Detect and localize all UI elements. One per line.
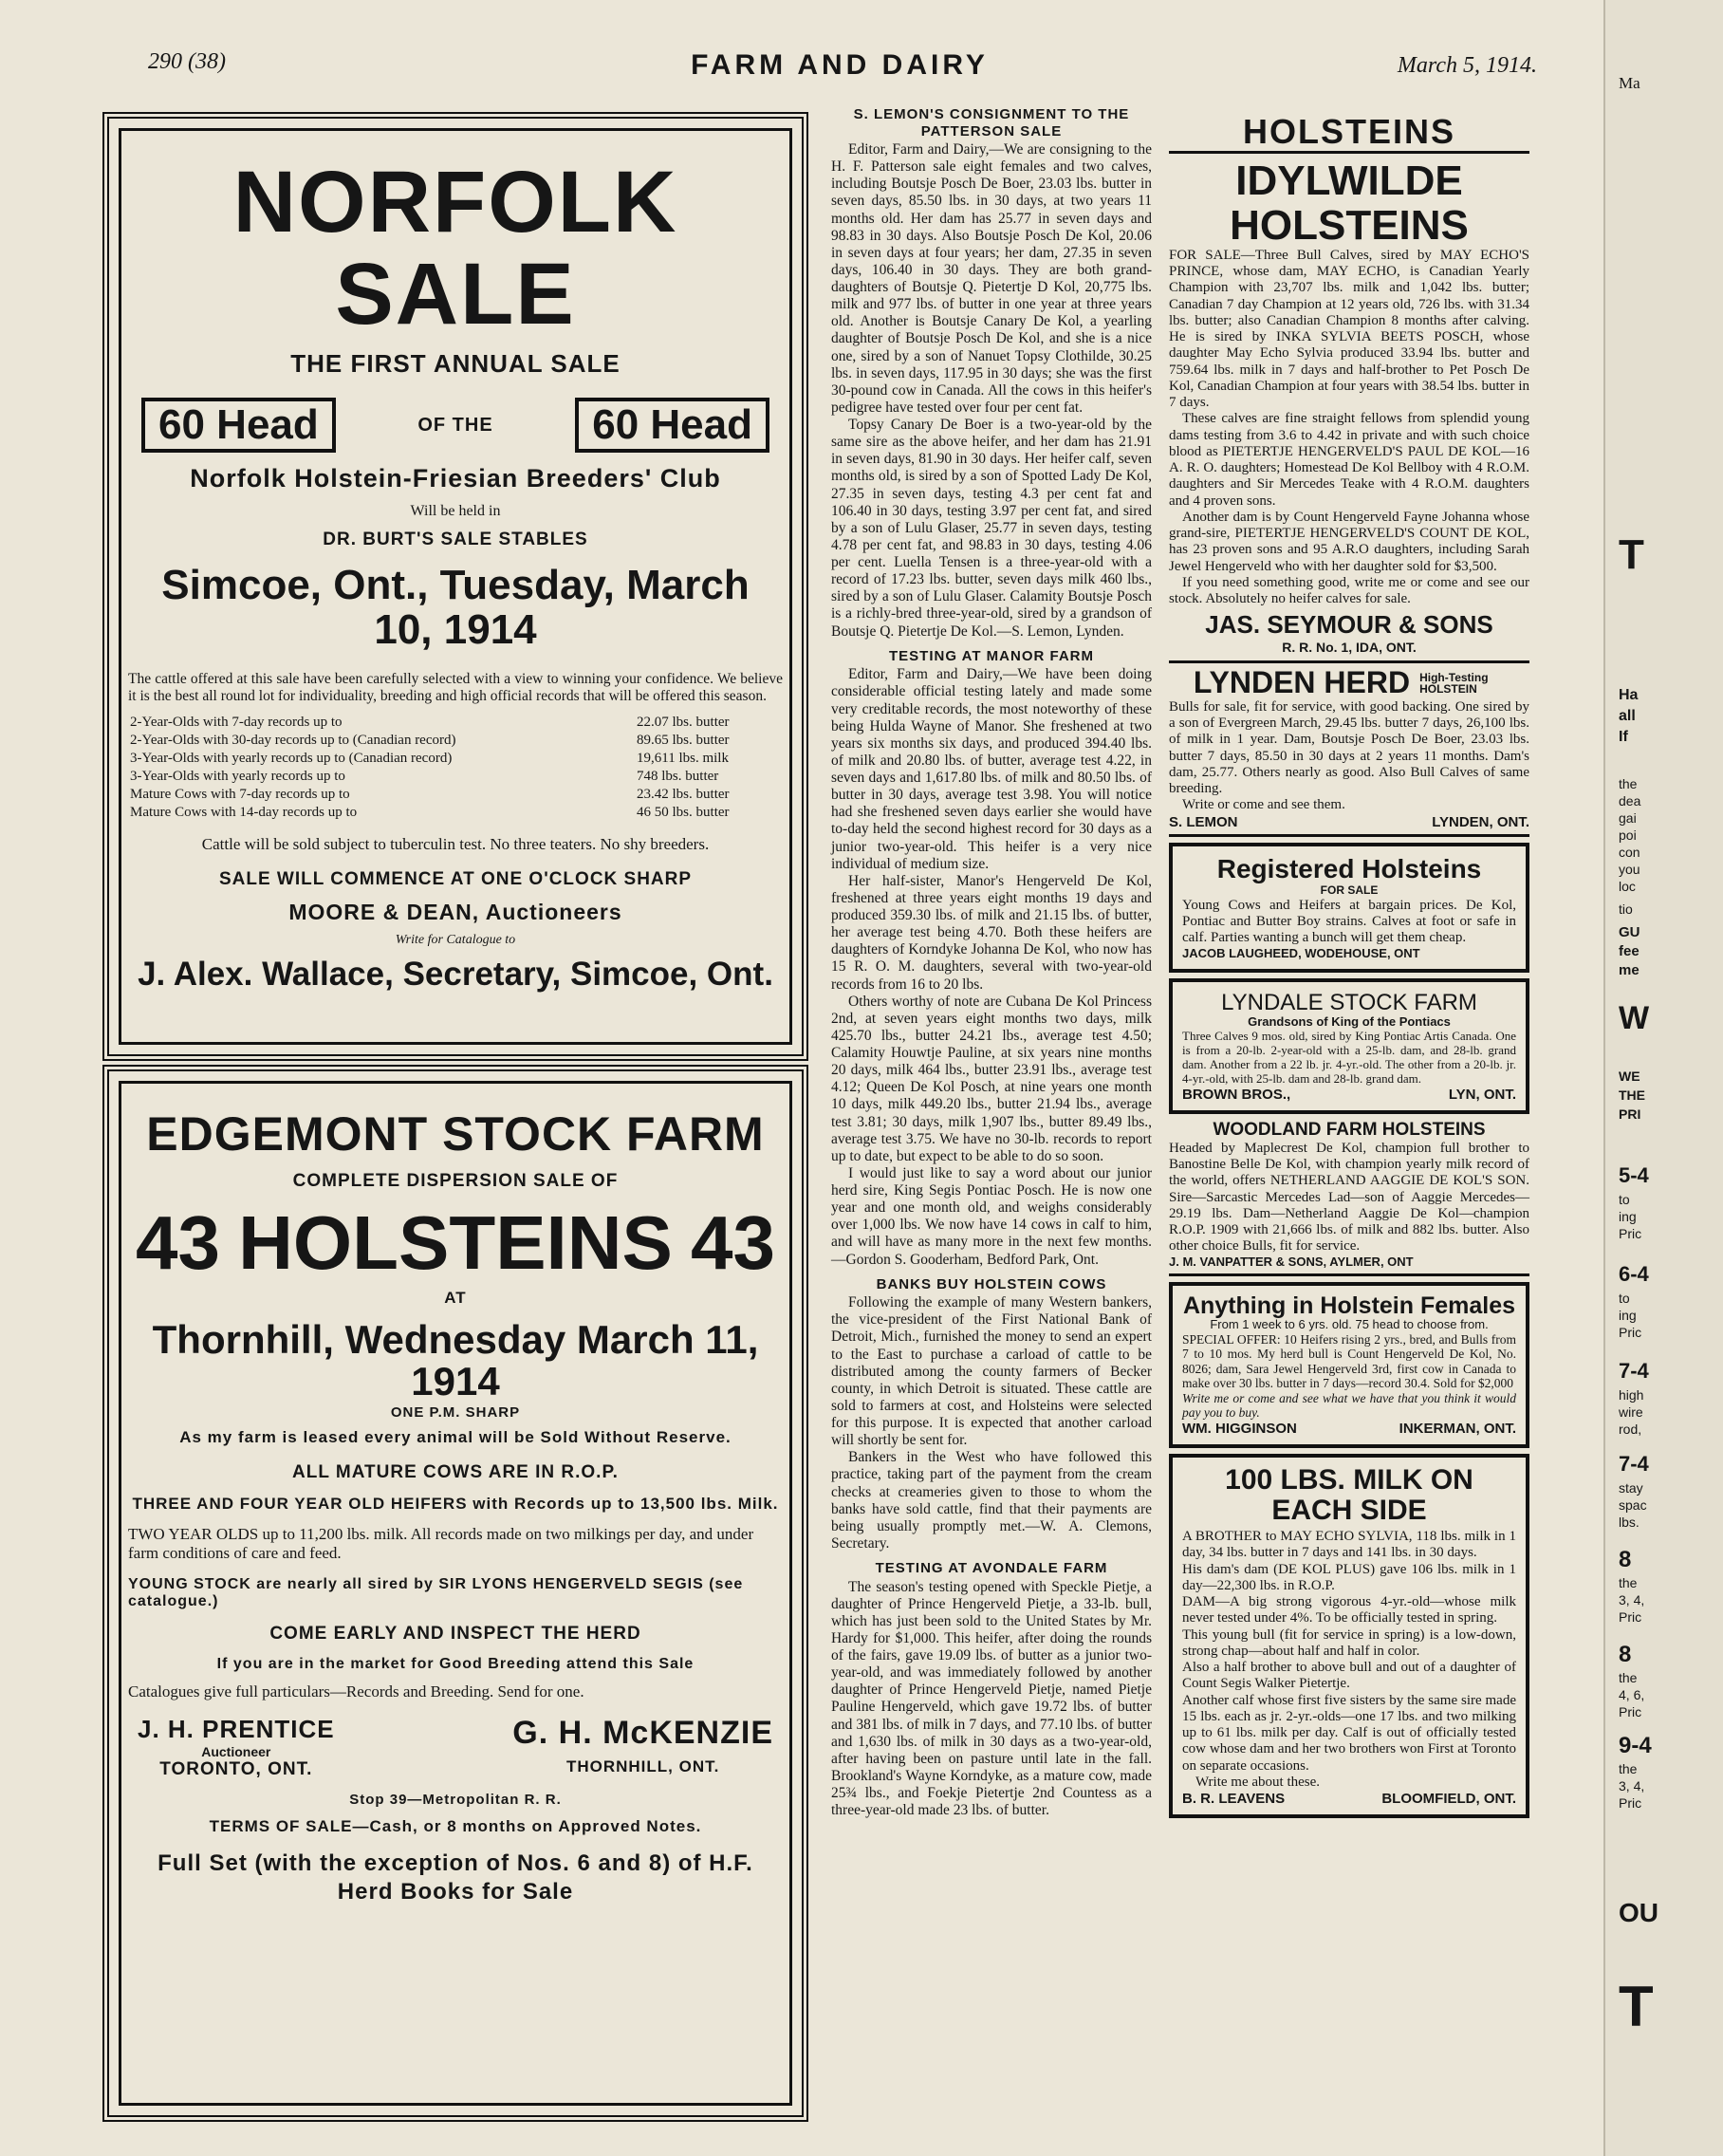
page-number: 290 (38) [148, 49, 226, 74]
record-row: 2-Year-Olds with 7-day records up to 22.07 lbs. butter [130, 714, 730, 730]
edge-fragment: high [1619, 1387, 1644, 1403]
idylwilde-text: If you need something good, write me or come and see our stock. Absolutely no heifer calves for sale. [1169, 574, 1529, 607]
lyndale-text: Three Calves 9 mos. old, sired by King Pontiac Artis Canada. One is from a 20-lb. 2-year-old with a 25-lb. dam, and 28-lb. grand dam. Another from a 22 lb. jr. 4-yr.-old. The other from a 20-lb. jr. 4-yr.-old, with 25-lb. dam and 28-lb. grand dam. [1182, 1029, 1516, 1086]
leased-note: As my farm is leased every animal will be Sold Without Reserve. [179, 1427, 732, 1446]
seymour-address: R. R. No. 1, IDA, ONT. [1282, 640, 1417, 656]
holsteins-banner: HOLSTEINS [1169, 112, 1529, 154]
edge-fragment: rod, [1619, 1422, 1642, 1437]
breeders-club: Norfolk Holstein-Friesian Breeders' Club [190, 464, 721, 493]
edgemont-title: EDGEMONT STOCK FARM [146, 1107, 765, 1161]
article-headline: BANKS BUY HOLSTEIN COWS [876, 1275, 1107, 1292]
leavens-title: 100 LBS. MILK ON EACH SIDE [1225, 1464, 1473, 1526]
two-year-note: TWO YEAR OLDS up to 11,200 lbs. milk. All records made on two milkings per day, and under farm conditions of care and feed. [128, 1524, 754, 1562]
edge-fragment: to [1619, 1291, 1630, 1306]
masthead-title: FARM AND DAIRY [691, 49, 989, 81]
leavens-write: Write me about these. [1195, 1774, 1321, 1790]
lynden-herd-ad [1169, 660, 1529, 837]
article-paragraph: Editor, Farm and Dairy,—We have been doing considerable official testing lately and made some very creditable records, the most noteworthy of these being Hulda Wayne of Manor. She freshened at two years six months six days, and produced 394.40 lbs. of milk and 20.80 lbs. of butter, average test 4.22, in seven days and 1,617.80 lbs. of milk and 80.50 lbs. of butter in 30 days, average test 3.98. You will notice had she freshened seven days earlier she would have to-day held the second highest record for 30 days as a junior two-year-old. This heifer is a very nice individual of medium size. [831, 666, 1152, 872]
article-paragraph: Topsy Canary De Boer is a two-year-old by the same sire as the above heifer, and her dam has 21.91 in seven days, 81.90 in 30 days. Her heifer calf, seven months old, is sired by a son of Spotted Lady De Kol, 27.35 in seven days, testing 4.3 per cent fat and 106.40 in 30 days, testing 3.97 per cent fat, and sired by a son of Lulu Glaser, 25.77 in seven days, testing 4.78 per cent fat, and 98.83 in 30 days, testing 4.06 per cent. Luella Tensen is a three-year-old with a record of 17.23 lbs. butter, seven days milk 460 lbs., sired by a son of Lulu Glaser. Calamity Boutsje Posch is a richly-bred three-year-old, sired by a grandson of Boutsje Q. Pietertje De Kol.—S. Lemon, Lynden. [831, 417, 1152, 640]
article-paragraph: Her half-sister, Manor's Hengerveld De Kol, freshened at three years eight months 19 days and produced 359.30 lbs. of milk and 21.15 lbs. of butter, her average test being 4.70. Both these heifers are daughters of Korndyke Johanna De Kol, who now has 15 R. O. M. daughters, several with two-year-old records from 16 to 20 lbs. [831, 872, 1152, 993]
edge-fragment: wire [1619, 1404, 1643, 1420]
edge-fragment: 7-4 [1619, 1359, 1649, 1383]
leavens-text: A BROTHER to MAY ECHO SYLVIA, 118 lbs. milk in 1 day, 34 lbs. butter in 7 days and 141 lbs. in 30 days. [1182, 1529, 1516, 1561]
edge-fragment: 8 [1619, 1547, 1632, 1572]
rop-note: ALL MATURE COWS ARE IN R.O.P. [292, 1461, 619, 1482]
leavens-signature: B. R. LEAVENS BLOOMFIELD, ONT. [1182, 1791, 1516, 1808]
edge-fragment: spac [1619, 1497, 1647, 1513]
registered-holsteins-ad [1169, 843, 1529, 973]
sale-stables: DR. BURT'S SALE STABLES [323, 530, 588, 550]
edge-fragment: Pric [1619, 1795, 1642, 1811]
edge-fragment: 4, 6, [1619, 1687, 1645, 1702]
edge-fragment: 9-4 [1619, 1733, 1652, 1758]
heifers-note: THREE AND FOUR YEAR OLD HEIFERS with Records up to 13,500 lbs. Milk. [132, 1494, 779, 1513]
leavens-text: Also a half brother to above bull and out of a daughter of Count Segis Walker Pietertje. [1182, 1660, 1516, 1692]
at-label: AT [444, 1288, 467, 1307]
records-table [128, 714, 783, 822]
edge-fragment: 5-4 [1619, 1163, 1649, 1187]
norfolk-intro: The cattle offered at this sale have been carefully selected with a view to winning your confidence. We believe it is the best all round lot for individuality, breeding and high official records that will be offered this season. [128, 670, 783, 705]
article-headline: TESTING AT MANOR FARM [889, 647, 1094, 664]
owner-name: G. H. McKENZIE [512, 1714, 773, 1751]
article-paragraph: Following the example of many Western bankers, the vice-president of the First National Bank of Detroit, Mich., furnished the money to send an expert to the East to purchase a carload of cattle to be distributed among the county farmers of Becker county, in which Detroit is situated. These cattle are sold to farmers at cost, and Holsteins were selected for this purpose. It is expected that another carload will shortly be sent for. [831, 1294, 1152, 1449]
edge-fragment: the [1619, 1575, 1638, 1590]
edge-fragment: Pric [1619, 1226, 1642, 1241]
edge-fragment: you [1619, 862, 1640, 877]
lynden-tagline: High-Testing HOLSTEIN [1419, 671, 1489, 697]
leavens-text: His dam's dam (DE KOL PLUS) gave 106 lbs. milk in 1 day—22,300 lbs. in R.O.P. [1182, 1561, 1516, 1593]
stop-note: Stop 39—Metropolitan R. R. [349, 1791, 562, 1808]
lyndale-ad [1169, 978, 1529, 1115]
page-header [142, 49, 1537, 87]
edge-fragment: me [1619, 962, 1640, 978]
article-paragraph: Editor, Farm and Dairy,—We are consigning to the H. F. Patterson sale eight females and two calves, including Boutsje Posch De Boer, 23.03 lbs. butter in seven days, 85.50 lbs. in 30 days, at two years 11 months old. Her dam has 25.77 in seven days and 98.83 in 30 days. Also Boutsje Posch De Kol, 20.06 in seven days at four years; her dam, 27.35 in seven days, 106.40 in 30 days. They are both grand-daughters of Boutsje Q. Pietertje D Kol, 20,775 lbs. milk and 977 lbs. of butter in one year at three years old. Another is Boutsje Canary De Kol, a yearling daughter of Boutsje Posch De Kol, and she is a nice one, sired by a son of Nanuet Topsy Clothilde, 30.25 lbs. in seven days, 117.95 in 30 days; she was the first 30-pound cow in Canada. All the cows in this heifer's pedigree have tested over four per cent fat. [831, 141, 1152, 416]
issue-date: March 5, 1914. [1397, 53, 1537, 78]
registered-title: Registered Holsteins [1216, 853, 1482, 883]
news-article [831, 1276, 1152, 1552]
auctioneer-label: Auctioneer [201, 1743, 271, 1759]
norfolk-sale-ad [102, 112, 808, 1061]
lynden-title: LYNDEN HERD [1193, 665, 1411, 700]
news-article [831, 648, 1152, 1269]
edge-fragment: poi [1619, 827, 1637, 843]
leavens-text: DAM—A big strong vigorous 4-yr.-old—whose milk never tested under 4%. To be officially tested in spring. [1182, 1594, 1516, 1626]
norfolk-title: NORFOLK SALE [232, 154, 678, 343]
woodland-title: WOODLAND FARM HOLSTEINS [1213, 1120, 1486, 1141]
edge-fragment: ing [1619, 1308, 1637, 1323]
edge-fragment: Pric [1619, 1609, 1642, 1625]
classified-column [1169, 112, 1529, 1824]
edge-fragment: WE [1619, 1069, 1640, 1084]
higginson-ad [1169, 1282, 1529, 1449]
come-early-note: COME EARLY AND INSPECT THE HERD [269, 1623, 641, 1644]
of-the-label: OF THE [417, 414, 493, 436]
cattle-note: Cattle will be sold subject to tuberculin test. No three teaters. No shy breeders. [201, 834, 710, 853]
auctioneers: MOORE & DEAN, Auctioneers [288, 899, 622, 924]
edge-fragment: 6-4 [1619, 1262, 1649, 1286]
edge-fragment: to [1619, 1192, 1630, 1207]
catalogues-note: Catalogues give full particulars—Records and Breeding. Send for one. [128, 1682, 584, 1701]
edge-fragment: THE [1619, 1087, 1645, 1103]
norfolk-secretary: J. Alex. Wallace, Secretary, Simcoe, Ont. [138, 955, 773, 993]
news-column [831, 106, 1152, 1819]
article-paragraph: I would just like to say a word about our junior herd sire, King Segis Pontiac Posch. He is now one year and one month old, and weighs considerably over 1,000 lbs. We now have 14 cows in calf to him, and will have as many more in the next few months.—Gordon S. Gooderham, Bedford Park, Ont. [831, 1164, 1152, 1268]
news-article [831, 1560, 1152, 1819]
edge-fragment: con [1619, 845, 1640, 860]
lyndale-sub: Grandsons of King of the Pontiacs [1248, 1014, 1451, 1030]
head-count-right: 43 [691, 1199, 775, 1285]
herd-books-note: Full Set (with the exception of Nos. 6 and 8) of H.F. Herd Books for Sale [157, 1849, 753, 1905]
news-article [831, 106, 1152, 641]
edge-fragment: Pric [1619, 1704, 1642, 1719]
auctioneer-name: J. H. PRENTICE [138, 1714, 335, 1743]
idylwilde-text: These calves are fine straight fellows from splendid young dams testing from 3.6 to 4.42 in private and with such choice blood as PIETERTJE HENGERVELD'S PAUL DE KOL—16 A. R. O. daughters; Homestead De Kol Bellboy with 4 R.O.M. daughters and Sir Mercedes Teake with 4 R.O.M. daughters and 4 proven sons. [1169, 411, 1529, 509]
market-note: If you are in the market for Good Breeding attend this Sale [216, 1655, 695, 1672]
article-paragraph: Others worthy of note are Cubana De Kol Princess 2nd, at seven years eight months two days, milk 425.70 lbs., butter 24.21 lbs., average test 4.50; Calamity Houwtje Pauline, at six years nine months 20 days, milk 464 lbs., butter 23.91 lbs., average test 4.12; Queen De Kol Posch, at nine years one month 10 days, milk 449.20 lbs., butter 21.94 lbs., average test 3.81; 30 days, milk 1,907 lbs., butter 89.49 lbs., average test 3.75. We have no 30-lb. records to report up to date, but expect to be able to do so soon. [831, 993, 1152, 1164]
record-row: Mature Cows with 14-day records up to 46 50 lbs. butter [130, 804, 730, 820]
woodland-signature: J. M. VANPATTER & SONS, AYLMER, ONT [1169, 1254, 1414, 1269]
idylwilde-title: IDYLWILDE HOLSTEINS [1230, 158, 1469, 249]
edge-fragment: stay [1619, 1480, 1643, 1496]
leavens-text: Another calf whose first five sisters by the same sire made 15 lbs. each as jr. 2-yr.-olds—one 17 lbs. and two milking up to 61 lbs. milk per day. Calf is out of officially tested cow whose dam and her two brothers won First at Toronto on separate occasions. [1182, 1692, 1516, 1774]
edgemont-subtitle: COMPLETE DISPERSION SALE OF [292, 1170, 619, 1191]
idylwilde-text: Another dam is by Count Hengerveld Fayne Johanna whose grand-sire, PIETERTJE HENGERVELD'S COUNT DE KOL, has 23 proven sons and 95 A.R.O daughters, including Sarah Jewel Hengerveld who with her daughter sold for $3,500. [1169, 509, 1529, 574]
holsteins-heading: HOLSTEINS [238, 1199, 673, 1285]
article-paragraph: The season's testing opened with Speckle Pietje, a daughter of Prince Hengerveld Pietje, a 33-lb. bull, which has just been sold to the United States by Mr. Hardy for $1,000. This heifer, after doing the rounds of the fairs, gave 19.09 lbs. of butter as a junior two-year-old, and was immediately followed by another daughter of Prince Hengerveld Pietje, named Pietje Pauline Hengerveld, which gave 19.72 lbs. of butter and 381 lbs. of milk in 7 days, and 77.10 lbs. of butter and 1,630 lbs. of milk in 30 days as a two-year-old, after having been on pasture until late in the fall. Brookland's Wayne Korndyke, as a mature cow, made 25¾ lbs., and Foekje Pietertje 2nd Countess as a three-year-old made 23 lbs. of butter. [831, 1578, 1152, 1819]
idylwilde-text: FOR SALE—Three Bull Calves, sired by MAY ECHO'S PRINCE, whose dam, MAY ECHO, is Canadian Yearly Champion with 23,707 lbs. milk and 1,042 lbs. butter; Canadian 7 day Champion at 12 years old, 726 lbs. with 31.34 lbs. butter; also Canadian Champion 8 months after calving. He is sired by INKA SYLVIA BEETS POSCH, whose daughter May Echo Sylvia produced 33.94 lbs. butter and 759.64 lbs. milk in 7 days and half-brother to Pet Posch De Kol, Canadian Champion at four years with 38.54 lbs. butter in 7 days. [1169, 247, 1529, 411]
edge-fragment: T [1619, 1975, 1654, 2038]
terms-note: TERMS OF SALE—Cash, or 8 months on Approved Notes. [209, 1816, 702, 1835]
held-label: Will be held in [410, 503, 501, 520]
catalogue-note: Write for Catalogue to [395, 932, 516, 947]
edge-fragment: all [1619, 708, 1636, 724]
head-count-right: 60 Head [575, 398, 769, 453]
young-stock-note: YOUNG STOCK are nearly all sired by SIR LYONS HENGERVELD SEGIS (see catalogue.) [128, 1575, 744, 1609]
lyndale-title: LYNDALE STOCK FARM [1221, 989, 1477, 1015]
article-headline: S. LEMON'S CONSIGNMENT TO THE PATTERSON SALE [853, 106, 1130, 139]
edge-fragment: W [1619, 1000, 1650, 1036]
edgemont-date: Thornhill, Wednesday March 11, 1914 [152, 1316, 759, 1403]
leavens-text: This young bull (fit for service in spring) is a low-down, strong chap—about half and half in color. [1182, 1626, 1516, 1659]
edge-fragment: Ha [1619, 687, 1639, 703]
edge-fragment: lbs. [1619, 1515, 1640, 1530]
lyndale-signature: BROWN BROS., LYN, ONT. [1182, 1086, 1516, 1103]
edge-fragment: GU [1619, 924, 1640, 940]
woodland-text: Headed by Maplecrest De Kol, champion full brother to Banostine Belle De Kol, with champion yearly milk record of the world, offers NETHERLAND AAGGIE DE KOL'S SON. Sire—Sarcastic Mercedes Lad—son of Aaggie Mercedes—29.19 lbs. Dam—Netherland Aaggie De Kol—champion R.O.P. 1909 with 21,666 lbs. of milk and 882 lbs. butter. Also other choice Bulls, fit for service. [1169, 1140, 1529, 1255]
norfolk-subtitle: THE FIRST ANNUAL SALE [290, 349, 621, 379]
edge-fragment: fee [1619, 943, 1640, 959]
lynden-signature: S. LEMON LYNDEN, ONT. [1169, 813, 1529, 830]
edge-fragment: ing [1619, 1209, 1637, 1224]
edge-fragment: loc [1619, 879, 1636, 894]
edge-fragment: tio [1619, 901, 1633, 917]
edge-fragment: Pric [1619, 1325, 1642, 1340]
edge-fragment: 8 [1619, 1642, 1632, 1667]
auctioneer-city: TORONTO, ONT. [159, 1758, 313, 1779]
edge-fragment: 3, 4, [1619, 1592, 1645, 1608]
edge-fragment: the [1619, 776, 1638, 791]
registered-sub: FOR SALE [1320, 883, 1379, 898]
norfolk-date: Simcoe, Ont., Tuesday, March 10, 1914 [161, 562, 750, 653]
higginson-sub: From 1 week to 6 yrs. old. 75 head to choose from. [1210, 1316, 1489, 1331]
edge-fragment: Ma [1619, 74, 1640, 92]
lynden-write: Write or come and see them. [1182, 797, 1345, 813]
head-count-left: 60 Head [141, 398, 336, 453]
higginson-write: Write me or come and see what we have that you think it would pay you to buy. [1182, 1390, 1516, 1421]
edgemont-sale-ad [102, 1065, 808, 2122]
registered-text: Young Cows and Heifers at bargain prices. De Kol, Pontiac and Butter Boy strains. Calves at foot or safe in calf. Parties wanting a bunch will get them cheap. [1182, 897, 1516, 946]
record-row: 3-Year-Olds with yearly records up to (Canadian record) 19,611 lbs. milk [130, 750, 729, 766]
edge-fragment: 3, 4, [1619, 1778, 1645, 1794]
woodland-ad [1169, 1120, 1529, 1276]
higginson-text: SPECIAL OFFER: 10 Heifers rising 2 yrs., bred, and Bulls from 7 to 10 mos. My herd bull is Count Hengerveld De Kol, No. 8026; dam, Sara Jewel Hengerveld 3rd, first cow in Canada to make over 30 lbs. butter in 7 days—record 30.4. Sold for $2,000 [1182, 1331, 1516, 1391]
edge-fragment: the [1619, 1761, 1638, 1776]
sale-time: ONE P.M. SHARP [390, 1403, 521, 1421]
article-paragraph: Bankers in the West who have followed this practice, taking part of the payment from the cream checks at creameries given to those to whom the banks have sold cattle, find that their payments are being usually promptly met.—W. A. Clemons, Secretary. [831, 1449, 1152, 1552]
edge-fragment: 7-4 [1619, 1452, 1649, 1476]
commence-note: SALE WILL COMMENCE AT ONE O'CLOCK SHARP [218, 868, 693, 889]
lynden-text: Bulls for sale, fit for service, with good backing. One sired by a son of Evergreen March, 29.45 lbs. butter 7 days, 26,100 lbs. of milk in 1 year. Dam, Boutsje Posch De Boer, 23.03 lbs. butter 7 days, 85.50 in 30 days at 2 years 11 months. Dam's dam, 25.77. Others nearly as good. Also Bull Calves of same breeding. [1169, 698, 1529, 797]
article-headline: TESTING AT AVONDALE FARM [875, 1560, 1108, 1577]
head-count-left: 43 [136, 1199, 220, 1285]
edge-fragment: the [1619, 1670, 1638, 1685]
edge-fragment: gai [1619, 810, 1637, 826]
edge-fragment: T [1619, 531, 1644, 578]
owner-city: THORNHILL, ONT. [565, 1756, 720, 1775]
higginson-title: Anything in Holstein Females [1182, 1292, 1516, 1319]
seymour-name: JAS. SEYMOUR & SONS [1205, 610, 1493, 640]
higginson-signature: WM. HIGGINSON INKERMAN, ONT. [1182, 1420, 1516, 1437]
idylwilde-ad [1169, 159, 1529, 655]
edge-fragment: If [1619, 729, 1628, 745]
record-row: Mature Cows with 7-day records up to 23.42 lbs. butter [130, 786, 730, 802]
record-row: 3-Year-Olds with yearly records up to 748 lbs. butter [130, 768, 719, 784]
registered-signature: JACOB LAUGHEED, WODEHOUSE, ONT [1182, 945, 1420, 960]
edge-fragment: OU [1619, 1898, 1658, 1927]
edge-fragment: dea [1619, 793, 1641, 808]
record-row: 2-Year-Olds with 30-day records up to (Canadian record) 89.65 lbs. butter [130, 732, 730, 748]
leavens-ad [1169, 1454, 1529, 1818]
edge-fragment: PRI [1619, 1106, 1641, 1122]
